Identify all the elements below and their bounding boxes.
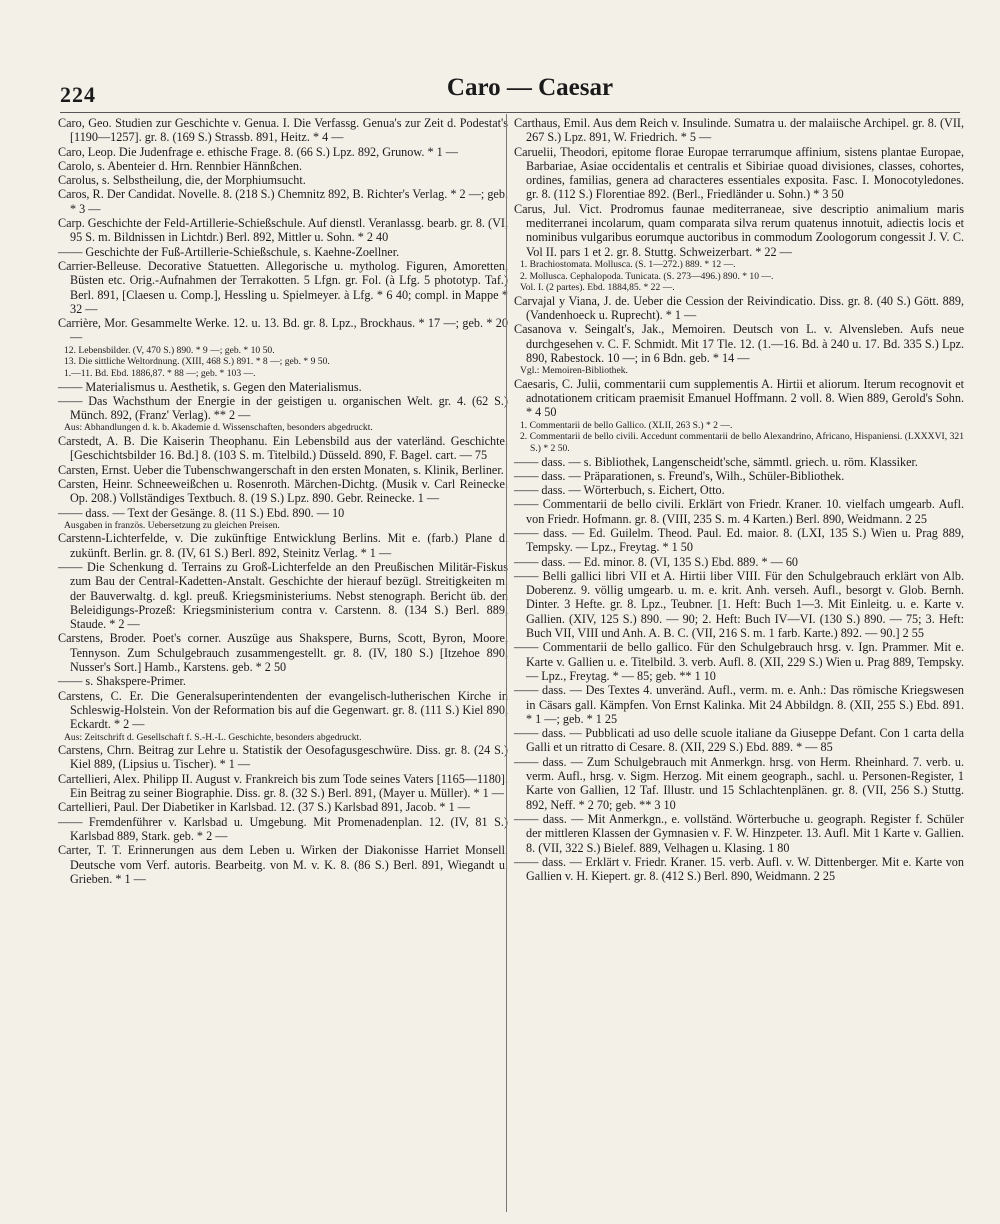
bibliography-entry: —— dass. — Wörterbuch, s. Eichert, Otto. — [514, 483, 725, 498]
bibliography-entry: Casanova v. Seingalt's, Jak., Memoiren. Deutsch von L. v. Alvensleben. Aufs neue durchgesehen v. C. F. Schmidt. Mit 17 Tle. 12. (1.—16. Bd. à 240 u. 17. Bd. 335 S.) Lpz. 890, Rabestock. 10 —; in 6 Bdn. geb. * 14 — — [514, 322, 964, 365]
bibliography-entry: Carstens, Broder. Poet's corner. Auszüge aus Shakspere, Burns, Scott, Byron, Moore, Tennyson. Zum Schulgebrauch zusammengestellt. gr. 8. (IV, 180 S.) [Itzehoe 890, Nusser's Sort.] Hamb., Karstens. geb. * 2 50 — [58, 631, 508, 675]
bibliography-entry: Carus, Jul. Vict. Prodromus faunae mediterraneae, sive descriptio animalium maris mediterranei incolarum, quam comparata silva rerum quatenus innotuit, adiectis locis et nominibus vulgaribus eorumque auctoribus in commodum Zoologorum congessit J. V. C. Vol II. pars 1 et 2. gr. 8. Stuttg. Schweizerbart. * 22 — — [514, 201, 964, 259]
bibliography-entry: —— Belli gallici libri VII et A. Hirtii liber VIII. Für den Schulgebrauch erklärt von Alb. Doberenz. 9. völlig umgearb. u. m. e. krit. Anh. verseh. Aufl., besorgt v. Glob. Bernh. Dinter. 3 Hefte. gr. 8. Lpz., Teubner. [1. Heft: Buch 1—3. Mit Einleitg. u. e. Karte v. Gallien. (XIV, 125 S.) 890. — 90; 2. Heft: Buch IV—VI. (130 S.) 890. — 75; 3. Heft: Buch VII, VIII und Anh. A. B. C. (VII, 216 S. m. 1 farb. Karte.) 892. — 90.] 2 55 — [514, 568, 964, 641]
bibliography-entry: —— dass. — Pubblicati ad uso delle scuole italiane da Giuseppe Defant. Con 1 carta della Galli et un ritratto di Cesare. 8. (XII, 229 S.) Ebd. 889. * — 85 — [514, 726, 964, 755]
entry-note: 2. Mollusca. Cephalopoda. Tunicata. (S. 273—496.) 890. * 10 —. — [520, 270, 774, 282]
page-number: 224 — [60, 82, 96, 107]
bibliography-entry: Carsten, Heinr. Schneeweißchen u. Rosenroth. Märchen-Dichtg. (Musik v. Carl Reinecke. Op. 208.) Vollständiges Textbuch. 8. (19 S.) Lpz. 890. Gebr. Reinecke. 1 — — [58, 476, 508, 506]
bibliography-entry: —— Materialismus u. Aesthetik, s. Gegen den Materialismus. — [58, 379, 362, 394]
column-divider — [506, 114, 507, 1212]
bibliography-entry: Carrier-Belleuse. Decorative Statuetten. Allegorische u. mytholog. Figuren, Amoretten, Büsten etc. Orig.-Aufnahmen der Terrakotten. 5 Lfgn. gr. Fol. (à Lfg. 5 phototyp. Taf.) Berl. 891, [Claesen u. Comp.], Hessling u. Spielmeyer. à Lfg. * 6 40; compl. in Mappe * 32 — — [58, 258, 508, 316]
bibliography-entry: Carvajal y Viana, J. de. Ueber die Cession der Reivindicatio. Diss. gr. 8. (40 S.) Gött. 889, (Vandenhoeck u. Ruprecht). * 1 — — [514, 293, 964, 323]
bibliography-entry: Carstens, C. Er. Die Generalsuperintendenten der evangelisch-lutherischen Kirche in Schleswig-Holstein. Von der Reformation bis auf die Gegenwart. gr. 8. (111 S.) Kiel 890, Eckardt. * 2 — — [58, 688, 508, 732]
bibliography-entry: Carthaus, Emil. Aus dem Reich v. Insulinde. Sumatra u. der malaiische Archipel. gr. 8. (VII, 267 S.) Lpz. 891, W. Friedrich. * 5 — — [514, 116, 964, 145]
entry-note: 13. Die sittliche Weltordnung. (XIII, 468 S.) 891. * 8 —; geb. * 9 50. — [64, 356, 330, 368]
bibliography-entry: Carolo, s. Abenteier d. Hrn. Rennbier Hännßchen. — [58, 158, 303, 173]
bibliography-entry: —— dass. — Erklärt v. Friedr. Kraner. 15. verb. Aufl. v. W. Dittenberger. Mit e. Karte von Gallien v. H. Kiepert. gr. 8. (412 S.) Berl. 890, Weidmann. 2 25 — [514, 854, 964, 884]
bibliography-entry: —— Fremdenführer v. Karlsbad u. Umgebung. Mit Promenadenplan. 12. (IV, 81 S.) Karlsbad 889, Stark. geb. * 2 — — [58, 814, 508, 843]
bibliography-entry: —— dass. — Des Textes 4. unveränd. Aufl., verm. m. e. Anh.: Das römische Kriegswesen in Cäsars gall. Kämpfen. Von Ernst Kalinka. Mit 24 Abbildgn. 8. (XII, 255 S.) Ebd. 891. * 1 —; geb. * 1 25 — [514, 683, 964, 726]
bibliography-entry: Carstens, Chrn. Beitrag zur Lehre u. Statistik der Oesofagusgeschwüre. Diss. gr. 8. (24 S.) Kiel 889, (Lipsius u. Tischer). * 1 — — [58, 743, 508, 772]
entry-note: 1. Brachiostomata. Mollusca. (S. 1—272.) 889. * 12 —. — [520, 258, 736, 270]
bibliography-entry: Carp. Geschichte der Feld-Artillerie-Schießschule. Auf dienstl. Veranlassg. bearb. gr. 8. (VI, 95 S. m. Bildnissen in Lichtdr.) Berl. 892, Mittler u. Sohn. * 2 40 — [58, 216, 508, 245]
bibliography-entry: —— dass. — Zum Schulgebrauch mit Anmerkgn. hrsg. von Herm. Rheinhard. 7. verb. u. verm. Aufl., hrsg. v. Sigm. Herzog. Mit einem geograph., sachl. u. Personen-Register, 1 Karte von Gallien, 12 Taf. Illustr. und 15 Schlachtenplänen. gr. 8. (VII, 256 S.) Stuttg. 892, Neff. * 2 70; geb. ** 3 10 — [514, 754, 964, 812]
entry-note: 1.—11. Bd. Ebd. 1886,87. * 88 —; geb. * 103 —. — [64, 367, 256, 379]
bibliography-entry: —— Geschichte der Fuß-Artillerie-Schießschule, s. Kaehne-Zoellner. — [58, 244, 400, 259]
bibliography-entry: —— dass. — s. Bibliothek, Langenscheidt'sche, sämmtl. griech. u. röm. Klassiker. — [514, 454, 918, 469]
bibliography-entry: —— dass. — Präparationen, s. Freund's, Wilh., Schüler-Bibliothek. — [514, 468, 845, 483]
bibliography-entry: —— dass. — Ed. minor. 8. (VI, 135 S.) Ebd. 889. * — 60 — [514, 554, 799, 569]
entry-note: 1. Commentarii de bello Gallico. (XLII, 263 S.) * 2 —. — [520, 419, 733, 431]
bibliography-entry: Carstenn-Lichterfelde, v. Die zukünftige Entwicklung Berlins. Mit e. (farb.) Plane d. zukünft. Berlin. gr. 8. (IV, 61 S.) Berl. 892, Steinitz Verlag. * 1 — — [58, 531, 508, 560]
bibliography-entry: Carrière, Mor. Gesammelte Werke. 12. u. 13. Bd. gr. 8. Lpz., Brockhaus. * 17 —; geb. * 20 — — [58, 316, 508, 345]
bibliography-entry: Carstedt, A. B. Die Kaiserin Theophanu. Ein Lebensbild aus der vaterländ. Geschichte. [Geschichtsbilder 16. Bd.] 8. (103 S. m. Titelbild.) Düsseld. 890, F. Bagel. cart. — 75 — [58, 434, 508, 463]
bibliography-entry: —— dass. — Mit Anmerkgn., e. vollständ. Wörterbuche u. geograph. Register f. Schüler der mittleren Klassen der Gymnasien v. F. W. Hinzpeter. 13. Aufl. Mit 1 Karte v. Gallien. 8. (VII, 322 S.) Bielef. 889, Velhagen u. Klasing. 1 80 — [514, 811, 964, 855]
bibliography-entry: Cartellieri, Paul. Der Diabetiker in Karlsbad. 12. (37 S.) Karlsbad 891, Jacob. * 1 — — [58, 800, 470, 815]
bibliography-entry: Caro, Leop. Die Judenfrage e. ethische Frage. 8. (66 S.) Lpz. 892, Grunow. * 1 — — [58, 144, 458, 159]
bibliography-entry: Carter, T. T. Erinnerungen aus dem Leben u. Wirken der Diakonisse Harriet Monsell. Deutsche vom Verf. autoris. Bearbeitg. von M. v. K. 8. (86 S.) Berl. 891, Wiegandt u. Grieben. * 1 — — [58, 843, 508, 886]
bibliography-entry: —— Das Wachsthum der Energie in der geistigen u. organischen Welt. gr. 4. (62 S.) Münch. 892, (Franz' Verlag). ** 2 — — [58, 393, 508, 423]
entry-note: Vgl.: Memoiren-Bibliothek. — [520, 365, 628, 377]
bibliography-entry: Caros, R. Der Candidat. Novelle. 8. (218 S.) Chemnitz 892, B. Richter's Verlag. * 2 —; geb. * 3 — — [58, 187, 508, 216]
left-column — [58, 116, 508, 886]
entry-note: 2. Commentarii de bello civili. Accedunt commentarii de bello Alexandrino, Africano, Hispaniensi. (LXXXVI, 321 S.) * 2 50. — [520, 431, 964, 454]
entry-note: Aus: Abhandlungen d. k. b. Akademie d. Wissenschaften, besonders abgedruckt. — [64, 422, 373, 434]
entry-note: Aus: Zeitschrift d. Gesellschaft f. S.-H.-L. Geschichte, besonders abgedruckt. — [64, 731, 362, 743]
entry-note: 12. Lebensbilder. (V, 470 S.) 890. * 9 —; geb. * 10 50. — [64, 344, 275, 356]
bibliography-entry: —— dass. — Text der Gesänge. 8. (11 S.) Ebd. 890. — 10 — [58, 505, 345, 520]
bibliography-entry: Caruelii, Theodori, epitome florae Europae terrarumque affinium, sistens plantae Europae, Barbariae, Asiae occidentalis et centralis et Sibiriae quoad divisiones, classes, cohortes, ordines, familias, genera ad characteres essentiales exposita. Fasc. I. Monocotyledones. gr. 8. (112 S.) Florentiae 892. (Berl., Friedländer u. Sohn.) * 3 50 — [514, 144, 964, 202]
bibliography-entry: —— s. Shakspere-Primer. — [58, 674, 186, 689]
bibliography-entry: Caro, Geo. Studien zur Geschichte v. Genua. I. Die Verfassg. Genua's zur Zeit d. Podestat's [1190—1257]. gr. 8. (169 S.) Strassb. 891, Heitz. * 4 — — [58, 116, 508, 145]
entry-note: Vol. I. (2 partes). Ebd. 1884,85. * 22 —. — [520, 282, 675, 294]
bibliography-entry: Cartellieri, Alex. Philipp II. August v. Frankreich bis zum Tode seines Vaters [1165—1180]. Ein Beitrag zu seiner Biographie. Diss. gr. 8. (32 S.) Berl. 891, (Mayer u. Müller). * 1 — — [58, 771, 508, 801]
bibliography-entry: —— Commentarii de bello gallico. Für den Schulgebrauch hrsg. v. Ign. Prammer. Mit e. Karte v. Gallien u. e. Titelbild. 3. verb. Aufl. 8. (XII, 229 S.) Wien u. Prag 889, Tempsky. — Lpz., Freytag. * — 85; geb. ** 1 10 — [514, 640, 964, 683]
bibliography-entry: Caesaris, C. Julii, commentarii cum supplementis A. Hirtii et aliorum. Iterum recognovit et adnotationem criticam praemisit Emanuel Hoffmann. 2 voll. 8. Wien 889, Gerold's Sohn. * 4 50 — [514, 376, 964, 420]
bibliography-entry: Carsten, Ernst. Ueber die Tubenschwangerschaft in den ersten Monaten, s. Klinik, Berliner. — [58, 462, 504, 477]
bibliography-entry: —— Commentarii de bello civili. Erklärt von Friedr. Kraner. 10. vielfach umgearb. Aufl. von Friedr. Hofmann. gr. 8. (VIII, 235 S. m. 4 Karten.) Berl. 890, Weidmann. 2 25 — [514, 497, 964, 526]
bibliography-entry: Carolus, s. Selbstheilung, die, der Morphiumsucht. — [58, 173, 306, 188]
right-column — [514, 116, 964, 883]
running-title: Caro — Caesar — [446, 74, 614, 101]
header-rule — [60, 112, 960, 113]
bibliography-entry: —— Die Schenkung d. Terrains zu Groß-Lichterfelde an den Preußischen Militär-Fiskus zum Bau der Central-Kadetten-Anstalt. Geschichte der hierauf bezügl. Streitigkeiten m. der Bauverwaltg. d. kgl. preuß. Kriegsministeriums. Nebst stenograph. Bericht üb. den Beleidigungs-Prozeß: Kriegsministerium contra v. Carstenn. 8. (134 S.) Berl. 889, Staude. * 2 — — [58, 559, 508, 632]
bibliography-entry: —— dass. — Ed. Guilelm. Theod. Paul. Ed. maior. 8. (LXI, 135 S.) Wien u. Prag 889, Tempsky. — Lpz., Freytag. * 1 50 — [514, 525, 964, 555]
entry-note: Ausgaben in französ. Uebersetzung zu gleichen Preisen. — [64, 519, 280, 531]
